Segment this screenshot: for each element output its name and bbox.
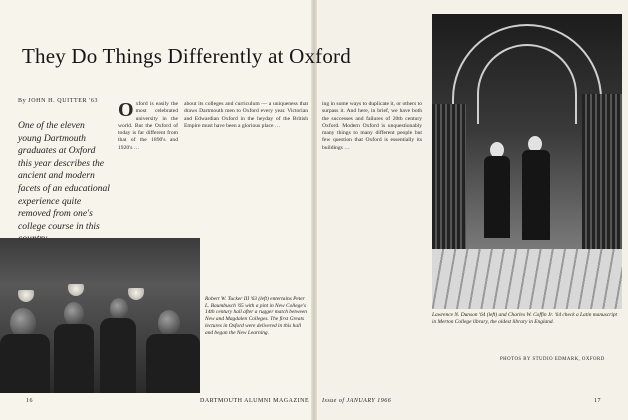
caption-dining-hall: Robert W. Tucker III '63 (left) entertains Peter L. Baumbusch '65 with a pint in New College's 14th century hall after a rugger match between New and Magdalen Colleges. The first Greats lectures in Oxford were delivered in this hall and began the New Learning. xyxy=(205,296,307,336)
figure-head xyxy=(110,298,128,320)
figure-body xyxy=(54,324,94,393)
caption-library: Lawrence N. Dunson '64 (left) and Charles W. Coffin Jr. '64 check a Latin manuscript in Merton College library, the oldest library in England. xyxy=(432,312,618,325)
body-column-2 xyxy=(184,101,308,237)
photo-dining-hall xyxy=(0,238,200,393)
page-number-left: 16 xyxy=(26,398,33,404)
body-column-3-text: ing in some ways to duplicate it, or others to surpass it. And here, in brief, we have both the successes and failures of 20th century Oxford. Modern Oxford is unquestionably many things to many different people but few question that Oxford is essentially its buildings … xyxy=(322,101,422,151)
figure-body xyxy=(522,150,550,240)
article-headline: They Do Things Differently at Oxford xyxy=(22,44,351,68)
page-number-right: 17 xyxy=(594,398,601,404)
issue-date: Issue of JANUARY 1966 xyxy=(322,398,392,404)
photo-library xyxy=(432,14,622,309)
lamp-shape xyxy=(128,288,144,300)
body-column-1 xyxy=(118,101,178,237)
body-column-1-text: xford is easily the most celebrated university in the world. But the Oxford of today is far different from that of the 1890's and 1920's … xyxy=(118,101,178,151)
body-column-3 xyxy=(322,101,422,371)
magazine-name: DARTMOUTH ALUMNI MAGAZINE xyxy=(200,398,310,404)
body-column-2-text: about its colleges and curriculum — a uniqueness that draws Dartmouth men to Oxford every year. Victorian and Edwardian Oxford in the heyday of the British Empire must have been a glorious place … xyxy=(184,101,308,129)
figure-head xyxy=(64,302,84,326)
lamp-shape xyxy=(18,290,34,302)
figure-body xyxy=(0,334,50,393)
floor-shape xyxy=(432,249,622,309)
figure-body xyxy=(100,318,136,393)
lamp-shape xyxy=(68,284,84,296)
bookshelf-shape xyxy=(582,94,622,254)
photo-credit: PHOTOS BY STUDIO EDMARK, OXFORD xyxy=(500,357,605,362)
drop-cap: O xyxy=(118,101,134,121)
article-byline: By JOHN H. QUITTER '63 xyxy=(18,98,99,104)
article-standfirst: One of the eleven young Dartmouth graduates at Oxford this year describes the ancient and modern facets of an educational experience quite removed from one's college course in this xyxy=(18,120,110,232)
bookshelf-shape xyxy=(432,104,466,254)
figure-body xyxy=(484,156,510,238)
figure-body xyxy=(146,334,200,393)
figure-head xyxy=(158,310,180,336)
